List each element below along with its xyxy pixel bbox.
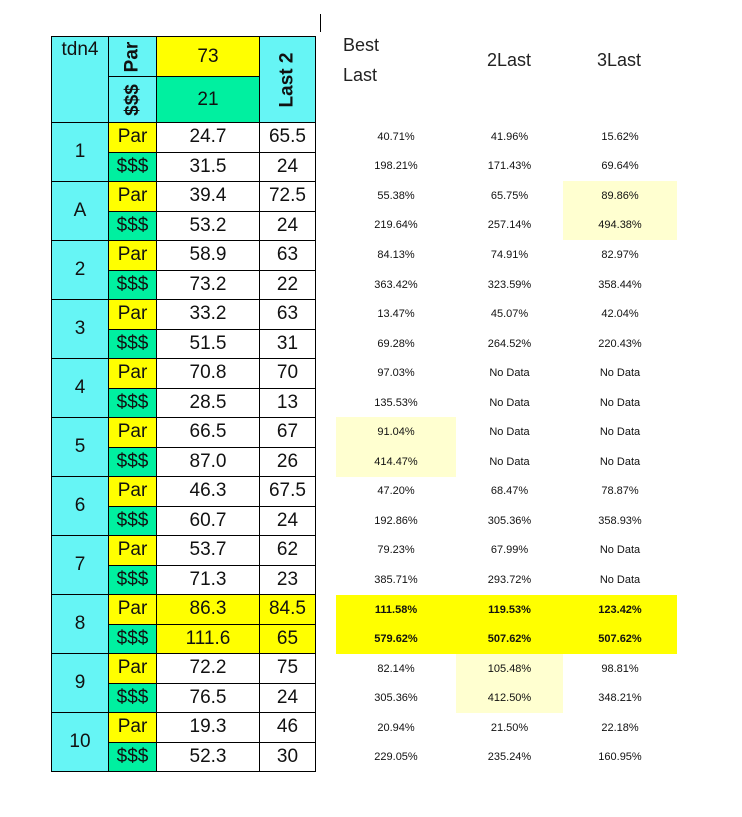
l2-ratio-cell[interactable]: 235.24% xyxy=(487,751,532,764)
ratio-row xyxy=(336,181,677,211)
type-cell[interactable]: Par xyxy=(109,418,157,448)
l3-ratio-cell[interactable]: No Data xyxy=(599,544,641,557)
ratio-row xyxy=(336,329,677,359)
l2-ratio-cell[interactable]: 21.50% xyxy=(490,721,529,734)
value-cell[interactable]: 87.0 xyxy=(157,447,260,477)
ratio-row xyxy=(336,358,677,388)
corner-label[interactable]: tdn4 xyxy=(52,37,109,123)
last2-cell[interactable]: 24 xyxy=(260,152,316,182)
l2-ratio-cell[interactable]: No Data xyxy=(489,367,530,380)
value-cell[interactable]: 66.5 xyxy=(157,418,260,448)
value-cell[interactable]: 72.2 xyxy=(157,654,260,684)
value-cell[interactable]: 46.3 xyxy=(157,477,260,507)
l3-ratio-cell[interactable]: No Data xyxy=(599,573,641,586)
ratio-row xyxy=(336,477,677,507)
best-ratio-cell[interactable]: 79.23% xyxy=(377,544,415,557)
last2-cell[interactable]: 62 xyxy=(260,536,316,566)
value-cell[interactable]: 76.5 xyxy=(157,683,260,713)
last2-cell[interactable]: 67 xyxy=(260,418,316,448)
last3-header: 3Last xyxy=(597,50,642,70)
last2-cell[interactable]: 23 xyxy=(260,565,316,595)
last2-cell[interactable]: 65.5 xyxy=(260,123,316,153)
ratio-row xyxy=(336,713,677,743)
l3-ratio-cell[interactable]: 358.44% xyxy=(598,278,642,291)
value-cell[interactable]: 86.3 xyxy=(157,595,260,625)
ratio-row xyxy=(336,388,677,418)
row-label[interactable]: A xyxy=(52,182,109,241)
ratio-table xyxy=(336,122,677,772)
table-row xyxy=(52,536,316,566)
value-cell[interactable]: 53.7 xyxy=(157,536,260,566)
table-row xyxy=(52,359,316,389)
ratio-row xyxy=(336,270,677,300)
best-last-header-line1: Best xyxy=(343,35,380,55)
ratio-row xyxy=(336,417,677,447)
best-ratio-cell[interactable]: 198.21% xyxy=(374,160,418,173)
type-cell[interactable]: $$$ xyxy=(109,447,157,477)
l2-ratio-cell[interactable]: 264.52% xyxy=(487,337,532,350)
value-cell[interactable]: 28.5 xyxy=(157,388,260,418)
type-cell[interactable]: $$$ xyxy=(109,270,157,300)
l2-ratio-cell[interactable]: No Data xyxy=(489,396,530,409)
row-label[interactable]: 2 xyxy=(52,241,109,300)
value-cell[interactable]: 19.3 xyxy=(157,713,260,743)
table-row xyxy=(52,300,316,330)
type-cell[interactable]: Par xyxy=(109,595,157,625)
last2-cell[interactable]: 67.5 xyxy=(260,477,316,507)
l2-ratio-cell[interactable]: 305.36% xyxy=(487,514,532,527)
l3-ratio-cell[interactable]: 494.38% xyxy=(563,211,677,241)
ratio-row xyxy=(336,240,677,270)
ratio-row xyxy=(336,595,677,625)
value-cell[interactable]: 51.5 xyxy=(157,329,260,359)
best-ratio-cell[interactable]: 229.05% xyxy=(374,751,418,764)
l3-ratio-cell[interactable]: No Data xyxy=(599,396,641,409)
table-row xyxy=(52,123,316,153)
row-label[interactable]: 8 xyxy=(52,595,109,654)
ratio-row xyxy=(336,152,677,182)
value-cell[interactable]: 71.3 xyxy=(157,565,260,595)
l2-ratio-cell[interactable]: 68.47% xyxy=(490,485,529,498)
best-ratio-cell[interactable]: 84.13% xyxy=(377,248,415,261)
best-last-header-line2: Last xyxy=(343,65,378,85)
type-cell[interactable]: Par xyxy=(109,536,157,566)
ratio-row xyxy=(336,654,677,684)
value-cell[interactable]: 60.7 xyxy=(157,506,260,536)
value-cell[interactable]: 70.8 xyxy=(157,359,260,389)
table-row xyxy=(52,182,316,212)
l3-ratio-cell[interactable]: 220.43% xyxy=(598,337,642,350)
last2-cell[interactable]: 30 xyxy=(260,742,316,772)
best-ratio-cell[interactable]: 47.20% xyxy=(377,485,415,498)
l2-ratio-cell[interactable]: 257.14% xyxy=(487,219,532,232)
l3-ratio-cell[interactable]: 98.81% xyxy=(601,662,639,675)
ratio-row xyxy=(336,565,677,595)
ratio-row xyxy=(336,742,677,772)
last2-cell[interactable]: 63 xyxy=(260,300,316,330)
type-cell[interactable]: $$$ xyxy=(109,329,157,359)
l3-ratio-cell[interactable]: No Data xyxy=(599,426,641,439)
best-ratio-cell[interactable]: 82.14% xyxy=(377,662,415,675)
type-cell[interactable]: Par xyxy=(109,713,157,743)
l2-ratio-cell[interactable]: 65.75% xyxy=(490,189,529,202)
row-label[interactable]: 5 xyxy=(52,418,109,477)
best-ratio-cell[interactable]: 111.58% xyxy=(336,595,456,625)
table-row xyxy=(52,241,316,271)
value-cell[interactable]: 31.5 xyxy=(157,152,260,182)
l3-ratio-cell[interactable]: 42.04% xyxy=(601,308,639,321)
header-par-cell[interactable] xyxy=(109,37,157,77)
best-ratio-cell[interactable]: 69.28% xyxy=(377,337,415,350)
type-cell[interactable]: Par xyxy=(109,300,157,330)
last2-cell[interactable]: 13 xyxy=(260,388,316,418)
best-ratio-cell[interactable]: 97.03% xyxy=(377,367,415,380)
l2-ratio-cell[interactable]: 412.50% xyxy=(456,683,563,713)
ratio-row xyxy=(336,683,677,713)
l3-ratio-cell[interactable]: 22.18% xyxy=(601,721,639,734)
value-cell[interactable]: 111.6 xyxy=(157,624,260,654)
type-cell[interactable]: $$$ xyxy=(109,506,157,536)
last2-cell[interactable]: 22 xyxy=(260,270,316,300)
best-ratio-cell[interactable]: 20.94% xyxy=(377,721,415,734)
last2-cell[interactable]: 24 xyxy=(260,506,316,536)
type-cell[interactable]: $$$ xyxy=(109,624,157,654)
value-cell[interactable]: 73.2 xyxy=(157,270,260,300)
l2-ratio-cell[interactable]: 45.07% xyxy=(490,308,529,321)
header-par-label: Par xyxy=(121,41,143,72)
ratio-row xyxy=(336,122,677,152)
best-ratio-cell[interactable]: 414.47% xyxy=(336,447,456,477)
ratio-row xyxy=(336,536,677,566)
l2-ratio-cell[interactable]: 74.91% xyxy=(490,248,529,261)
ratio-row xyxy=(336,447,677,477)
l2-ratio-cell[interactable]: 41.96% xyxy=(490,130,529,143)
l2-ratio-cell[interactable]: 119.53% xyxy=(456,595,563,625)
table-row xyxy=(52,713,316,743)
row-label[interactable]: 4 xyxy=(52,359,109,418)
row-label[interactable]: 7 xyxy=(52,536,109,595)
best-ratio-cell[interactable]: 192.86% xyxy=(374,514,418,527)
last2-cell[interactable]: 63 xyxy=(260,241,316,271)
table-row xyxy=(52,418,316,448)
type-cell[interactable]: Par xyxy=(109,359,157,389)
best-ratio-cell[interactable]: 363.42% xyxy=(374,278,418,291)
l2-ratio-cell[interactable]: 323.59% xyxy=(487,278,532,291)
l2-ratio-cell[interactable]: 293.72% xyxy=(487,573,532,586)
l3-ratio-cell[interactable]: 123.42% xyxy=(563,595,677,625)
row-label[interactable]: 6 xyxy=(52,477,109,536)
l3-ratio-cell[interactable]: 348.21% xyxy=(598,692,642,705)
l2-ratio-cell[interactable]: No Data xyxy=(489,455,530,468)
value-cell[interactable]: 53.2 xyxy=(157,211,260,241)
last2-cell[interactable]: 65 xyxy=(260,624,316,654)
ratio-row xyxy=(336,299,677,329)
l3-ratio-cell[interactable]: 78.87% xyxy=(601,485,639,498)
row-label[interactable]: 1 xyxy=(52,123,109,182)
header-money-cell[interactable] xyxy=(109,77,157,123)
last2-cell[interactable]: 75 xyxy=(260,654,316,684)
text-cursor xyxy=(320,14,321,32)
table-row xyxy=(52,654,316,684)
last2-cell[interactable]: 31 xyxy=(260,329,316,359)
ratio-row xyxy=(336,506,677,536)
ratio-row xyxy=(336,624,677,654)
header-money-label: $$$ xyxy=(121,83,143,116)
header-last2-cell[interactable] xyxy=(260,37,316,123)
value-cell[interactable]: 52.3 xyxy=(157,742,260,772)
row-label[interactable]: 3 xyxy=(52,300,109,359)
best-ratio-cell[interactable]: 579.62% xyxy=(336,624,456,654)
last2-cell[interactable]: 70 xyxy=(260,359,316,389)
l3-ratio-cell[interactable]: No Data xyxy=(599,455,641,468)
type-cell[interactable]: $$$ xyxy=(109,565,157,595)
best-ratio-cell[interactable]: 13.47% xyxy=(377,308,415,321)
type-cell[interactable]: $$$ xyxy=(109,152,157,182)
last2-cell[interactable]: 72.5 xyxy=(260,182,316,212)
header-par-value[interactable]: 73 xyxy=(157,37,260,77)
l3-ratio-cell[interactable]: 69.64% xyxy=(601,160,639,173)
header-money-value[interactable]: 21 xyxy=(157,77,260,123)
row-label[interactable]: 9 xyxy=(52,654,109,713)
last2-header: 2Last xyxy=(487,50,532,70)
best-ratio-cell[interactable]: 385.71% xyxy=(374,573,418,586)
type-cell[interactable]: Par xyxy=(109,241,157,271)
value-cell[interactable]: 58.9 xyxy=(157,241,260,271)
l3-ratio-cell[interactable]: 89.86% xyxy=(563,181,677,211)
l2-ratio-cell[interactable]: 171.43% xyxy=(487,160,532,173)
last2-cell[interactable]: 46 xyxy=(260,713,316,743)
type-cell[interactable]: $$$ xyxy=(109,742,157,772)
type-cell[interactable]: Par xyxy=(109,123,157,153)
best-ratio-cell[interactable]: 135.53% xyxy=(374,396,418,409)
value-cell[interactable]: 33.2 xyxy=(157,300,260,330)
last2-cell[interactable]: 24 xyxy=(260,211,316,241)
best-ratio-cell[interactable]: 91.04% xyxy=(336,417,456,447)
best-ratio-cell[interactable]: 55.38% xyxy=(377,189,415,202)
l3-ratio-cell[interactable]: 358.93% xyxy=(598,514,642,527)
type-cell[interactable]: Par xyxy=(109,477,157,507)
l2-ratio-cell[interactable]: 105.48% xyxy=(456,654,563,684)
best-ratio-cell[interactable]: 219.64% xyxy=(374,219,418,232)
header-last2-label: Last 2 xyxy=(276,52,298,107)
l3-ratio-cell[interactable]: 82.97% xyxy=(601,248,639,261)
last2-cell[interactable]: 84.5 xyxy=(260,595,316,625)
l3-ratio-cell[interactable]: 507.62% xyxy=(563,624,677,654)
table-row xyxy=(52,477,316,507)
l2-ratio-cell[interactable]: 67.99% xyxy=(490,544,529,557)
table-row xyxy=(52,595,316,625)
value-cell[interactable]: 24.7 xyxy=(157,123,260,153)
type-cell[interactable]: $$$ xyxy=(109,683,157,713)
last2-cell[interactable]: 24 xyxy=(260,683,316,713)
last2-cell[interactable]: 26 xyxy=(260,447,316,477)
ratio-row xyxy=(336,211,677,241)
score-table xyxy=(51,36,316,772)
l3-ratio-cell[interactable]: 15.62% xyxy=(601,130,639,143)
l3-ratio-cell[interactable]: No Data xyxy=(599,367,641,380)
l2-ratio-cell[interactable]: No Data xyxy=(489,426,530,439)
l2-ratio-cell[interactable]: 507.62% xyxy=(456,624,563,654)
best-ratio-cell[interactable]: 40.71% xyxy=(377,130,415,143)
l3-ratio-cell[interactable]: 160.95% xyxy=(598,751,642,764)
type-cell[interactable]: $$$ xyxy=(109,211,157,241)
value-cell[interactable]: 39.4 xyxy=(157,182,260,212)
type-cell[interactable]: $$$ xyxy=(109,388,157,418)
row-label[interactable]: 10 xyxy=(52,713,109,772)
type-cell[interactable]: Par xyxy=(109,654,157,684)
best-ratio-cell[interactable]: 305.36% xyxy=(374,692,418,705)
type-cell[interactable]: Par xyxy=(109,182,157,212)
